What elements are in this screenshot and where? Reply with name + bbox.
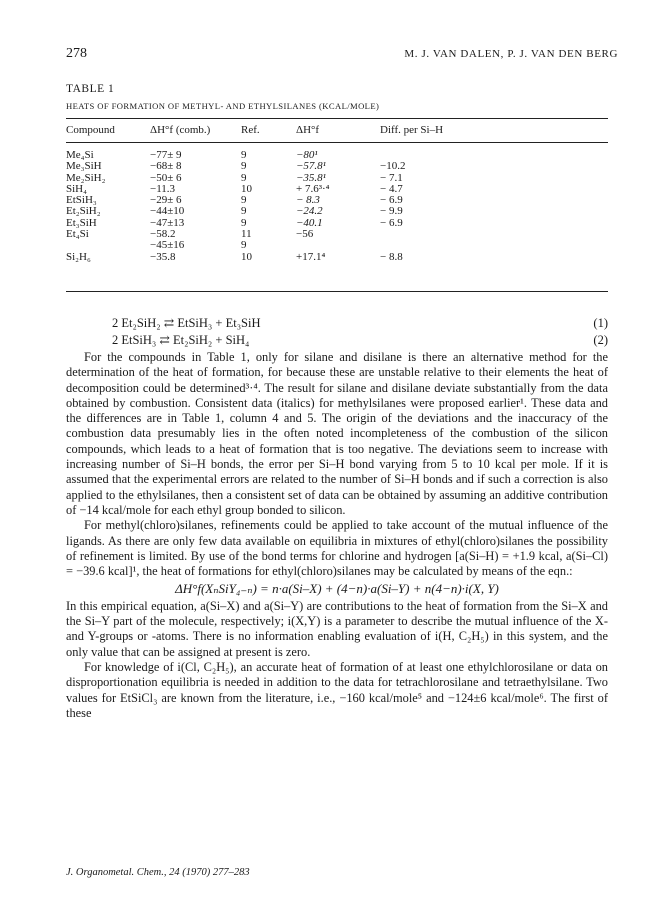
- table-cell: −68± 8: [150, 160, 182, 173]
- table-cell: − 6.9: [380, 216, 403, 229]
- table-top-rule: [66, 118, 608, 119]
- author-line: M. J. VAN DALEN, P. J. VAN DEN BERG: [404, 48, 618, 60]
- table-cell: −44±10: [150, 205, 185, 218]
- col-header-dhf-comb: ΔH°f (comb.): [150, 124, 211, 137]
- table-caption: HEATS OF FORMATION OF METHYL- AND ETHYLSILANES (KCAL/MOLE): [66, 101, 380, 111]
- table-cell: Et₄Si: [66, 228, 89, 241]
- table-cell: 9: [241, 239, 247, 252]
- table-cell: +17.1⁴: [296, 250, 326, 263]
- table-cell: −10.2: [380, 160, 406, 173]
- table-row: [66, 252, 486, 263]
- table-row: [66, 240, 486, 251]
- table-row: [66, 218, 486, 229]
- table-label: TABLE 1: [66, 83, 115, 95]
- table-cell: 10: [241, 250, 252, 263]
- table-cell: [380, 229, 486, 240]
- paragraph-4: For knowledge of i(Cl, C₂H₅), an accurate heat of formation of at least one ethylchlorosilane or data on disproportionation equilibria is needed in addition to the data for tetrachlorosilane and tetraethylsilane. Two values for EtSiCl₃ are known from the literature, i.e., −160 kcal/mole⁵ and −124±6 kcal/mole⁶. The first of these: [66, 659, 608, 720]
- table-row: [66, 173, 486, 184]
- equation-number: (2): [593, 333, 608, 347]
- table-cell: EtSiH₃: [66, 194, 97, 207]
- table-cell: −24.2: [296, 205, 323, 218]
- table-cell: Et₂SiH₂: [66, 205, 101, 218]
- table-cell: −50± 6: [150, 171, 182, 184]
- table-cell: 10: [241, 182, 252, 195]
- table-cell: Me₄Si: [66, 149, 94, 161]
- table-cell: 9: [241, 205, 247, 218]
- equation-text: 2 Et₂SiH₂ ⇄ EtSiH₃ + Et₃SiH: [112, 316, 261, 330]
- table-cell: −56: [296, 228, 314, 241]
- equation-2: [112, 332, 608, 349]
- table-cell: Et₃SiH: [66, 216, 97, 229]
- table-cell: [380, 142, 486, 161]
- journal-citation-footer: J. Organometal. Chem., 24 (1970) 277–283: [66, 867, 250, 878]
- table-cell: 9: [241, 149, 247, 161]
- paragraph-2: For methyl(chloro)silanes, refinements could be applied to take account of the mutual influence of the ligands. As there are only few data available on equilibria in mixtures of ethyl(chloro)silanes the possibility of refinement is limited. By use of the bond terms for chlorine and hydrogen [a(Si–H) = +1.9 kcal, a(Si–Cl) = −39.6 kcal]¹, the heat of formations for ethyl(chloro)silanes may be calculated by means of the eqn.:: [66, 518, 608, 579]
- table-cell: −45±16: [150, 239, 185, 252]
- table-cell: Me₂SiH₂: [66, 171, 106, 184]
- col-header-ref: Ref.: [241, 124, 260, 137]
- table-cell: 9: [241, 160, 247, 173]
- table-body: [66, 142, 486, 263]
- table-cell: −35.8¹: [296, 171, 326, 184]
- table-cell: −77± 9: [150, 149, 182, 161]
- table-row: [66, 206, 486, 217]
- page-number: 278: [66, 46, 87, 61]
- paragraph-3: In this empirical equation, a(Si–X) and a(Si–Y) are contributions to the heat of formation from the Si–X and the Si–Y part of the molecule, respectively; i(X,Y) is a parameter to describe the mutual influence of the X- and Y-groups or -atoms. There is no information enabling evaluation of i(H, C₂H₅) in this system, and the only value that can be assigned at present is zero.: [66, 598, 608, 659]
- table-cell: −80¹: [296, 149, 318, 161]
- table-cell: [296, 240, 380, 251]
- table-cell: −29± 6: [150, 194, 182, 207]
- paragraph-1: For the compounds in Table 1, only for silane and disilane is there an alternative method for the determination of the heat of formation, for because these are unstable relative to their elements the heat of decomposition could be determined³·⁴. The result for silane and disilane deviate substantially from the data obtained by combustion. Consistent data (italics) for methylsilanes were proposed earlier¹. These data and the differences are in Table 1, column 4 and 5. The origin of the deviations and the inaccuracy of the combustion data presumably lies in the often noted incompleteness of the combustion of the silicon compounds, which leads to a heat of formation that is too negative. The deviations seem to increase with increasing number of Si–H bonds, the error per Si–H bond varying from 5 to 10 kcal per mole. If it is assumed that the experimental errors are related to the number of Si–H bonds and if such a correction is also applied to the ethylsilanes, then a consistent set of data can be obtained by assuming an additive contribution of −14 kcal/mole for each ethyl group bonded to silicon.: [66, 350, 608, 517]
- table-row: [66, 195, 486, 206]
- table-cell: −47±13: [150, 216, 185, 229]
- table-cell: SiH₄: [66, 182, 87, 195]
- col-header-dhf: ΔH°f: [296, 124, 320, 137]
- table-cell: − 6.9: [380, 194, 403, 207]
- table-cell: 11: [241, 228, 252, 241]
- equation-text: 2 EtSiH₃ ⇄ Et₂SiH₂ + SiH₄: [112, 333, 250, 347]
- table-cell: 9: [241, 171, 247, 184]
- table-cell: + 7.6³·⁴: [296, 182, 330, 195]
- table-cell: − 4.7: [380, 182, 403, 195]
- table-cell: − 8.8: [380, 250, 403, 263]
- table-row: [66, 142, 486, 161]
- table-cell: Me₃SiH: [66, 160, 102, 173]
- heats-of-formation-table: [66, 120, 486, 263]
- table-cell: − 9.9: [380, 205, 403, 218]
- table-row: [66, 229, 486, 240]
- col-header-diff: Diff. per Si–H: [380, 124, 444, 137]
- table-cell: [380, 240, 486, 251]
- table-header-row: [66, 120, 486, 142]
- table-bottom-rule: [66, 291, 608, 292]
- table-cell: −58.2: [150, 228, 176, 241]
- table-cell: 9: [241, 194, 247, 207]
- table-cell: [66, 240, 150, 251]
- table-row: [66, 161, 486, 172]
- table-cell: 9: [241, 216, 247, 229]
- table-cell: Si₂H₆: [66, 250, 91, 263]
- formula: ΔH°f(XₙSiY₄₋ₙ) = n·a(Si–X) + (4−n)·a(Si–Y) + n(4−n)·i(X, Y): [175, 581, 499, 597]
- table-cell: −11.3: [150, 182, 176, 195]
- table-cell: − 8.3: [296, 194, 320, 207]
- equations: [112, 315, 608, 349]
- table-cell: −57.8¹: [296, 160, 326, 173]
- col-header-compound: Compound: [66, 124, 115, 137]
- equation-number: (1): [593, 316, 608, 330]
- table-cell: −35.8: [150, 250, 176, 263]
- table-cell: −40.1: [296, 216, 323, 229]
- running-head: [66, 46, 618, 62]
- table-cell: − 7.1: [380, 171, 403, 184]
- equation-1: [112, 315, 608, 332]
- table-row: [66, 184, 486, 195]
- body-text: [66, 350, 608, 721]
